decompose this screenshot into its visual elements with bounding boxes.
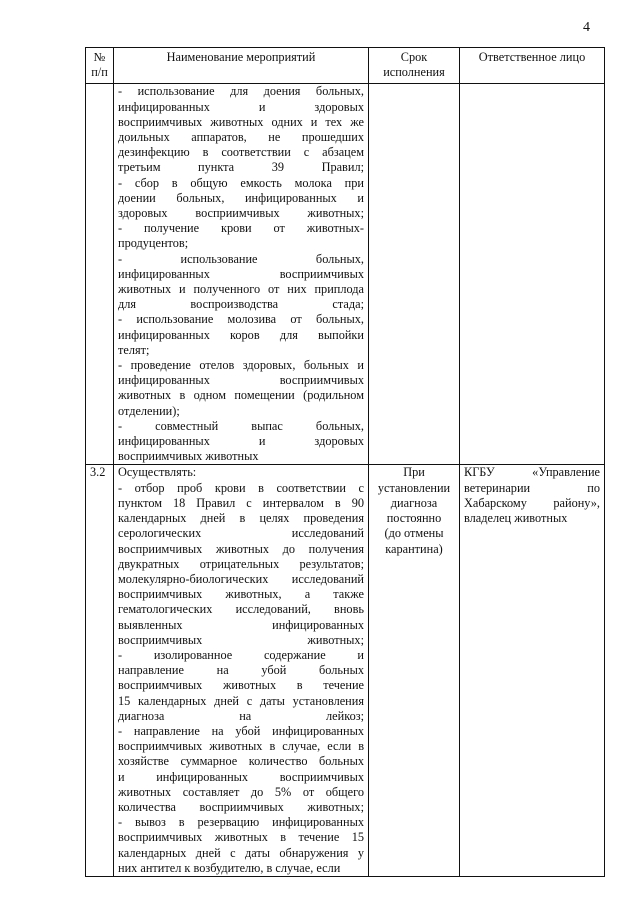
activity-text-line: - изолированное содержание и bbox=[118, 647, 364, 662]
activity-text-line: - использование для доения больных, bbox=[118, 84, 364, 99]
activity-text-line: здоровых восприимчивых животных; bbox=[118, 206, 364, 221]
table-row bbox=[86, 465, 605, 876]
page-number: 4 bbox=[583, 20, 590, 35]
header-term: Срок исполнения bbox=[369, 48, 460, 84]
activity-text-line: восприимчивых животных; bbox=[118, 632, 364, 647]
activity-text-line: восприимчивых животных до получения bbox=[118, 541, 364, 556]
activity-text-line: хозяйстве суммарное количество больных bbox=[118, 754, 364, 769]
activity-text-line: - вывоз в резервацию инфицированных bbox=[118, 815, 364, 830]
row-term bbox=[369, 465, 460, 876]
activity-text-line: инфицированных восприимчивых bbox=[118, 373, 364, 388]
responsible-text-line: ветеринарии по bbox=[464, 480, 600, 495]
activity-text-line: восприимчивых животных, а также bbox=[118, 587, 364, 602]
table-row bbox=[86, 84, 605, 465]
activity-text-line: Осуществлять: bbox=[118, 465, 197, 480]
activity-text-line: доильных аппаратов, не прошедших bbox=[118, 130, 364, 145]
activity-text-line: животных и полученного от них приплода bbox=[118, 282, 364, 297]
term-text-line: постоянно bbox=[386, 511, 442, 526]
activity-text-line: инфицированных и здоровых bbox=[118, 434, 364, 449]
header-activity: Наименование мероприятий bbox=[114, 48, 369, 84]
activity-text-line: календарных дней в целях проведения bbox=[118, 511, 364, 526]
activity-text-line: - сбор в общую емкость молока при bbox=[118, 175, 364, 190]
row-activity bbox=[114, 84, 369, 465]
activity-text-line: продуцентов; bbox=[118, 236, 189, 251]
activity-text-line: - отбор проб крови в соответствии с bbox=[118, 480, 364, 495]
activity-text-line: пунктом 18 Правил с интервалом в 90 bbox=[118, 495, 364, 510]
activity-text-line: - проведение отелов здоровых, больных и bbox=[118, 358, 364, 373]
activity-text-line: восприимчивых животных в течение 15 bbox=[118, 830, 364, 845]
activity-text-line: восприимчивых животных одних и тех же bbox=[118, 114, 364, 129]
activity-text-line: восприимчивых животных в течение bbox=[118, 678, 364, 693]
activity-text-line: выявленных инфицированных bbox=[118, 617, 364, 632]
table-header-row bbox=[86, 48, 605, 84]
activity-text-line: - направление на убой инфицированных bbox=[118, 723, 364, 738]
activity-text-line: доении больных, инфицированных и bbox=[118, 190, 364, 205]
row-activity bbox=[114, 465, 369, 876]
term-text-line: карантина) bbox=[385, 541, 443, 556]
activity-text-line: 15 календарных дней с даты установления bbox=[118, 693, 364, 708]
row-responsible bbox=[460, 84, 605, 465]
activity-text-line: для воспроизводства стада; bbox=[118, 297, 364, 312]
activity-text-line: третьим пункта 39 Правил; bbox=[118, 160, 364, 175]
activity-text-line: серологических исследований bbox=[118, 526, 364, 541]
activity-text-line: животных в одном помещении (родильном bbox=[118, 388, 364, 403]
activity-text-line: - использование больных, bbox=[118, 251, 364, 266]
responsible-text-line: КГБУ «Управление bbox=[464, 465, 600, 480]
activity-text-line: инфицированных и здоровых bbox=[118, 99, 364, 114]
activity-text-line: восприимчивых животных bbox=[118, 449, 259, 464]
header-responsible: Ответственное лицо bbox=[460, 48, 605, 84]
row-term bbox=[369, 84, 460, 465]
activity-text-line: них антител к возбудителю, в случае, если bbox=[118, 860, 341, 875]
activity-text-line: количества восприимчивых животных; bbox=[118, 799, 364, 814]
activity-text-line: отделении); bbox=[118, 403, 180, 418]
activity-text-line: инфицированных восприимчивых bbox=[118, 266, 364, 281]
activity-text-line: телят; bbox=[118, 342, 150, 357]
activity-text-line: диагноза на лейкоз; bbox=[118, 708, 364, 723]
activity-text-line: двукратных отрицательных результатов; bbox=[118, 556, 364, 571]
header-number: № п/п bbox=[86, 48, 114, 84]
activities-table bbox=[85, 47, 605, 877]
activity-text-line: молекулярно-биологических исследований bbox=[118, 571, 364, 586]
activity-text-line: - использование молозива от больных, bbox=[118, 312, 364, 327]
term-text-line: диагноза bbox=[390, 495, 438, 510]
responsible-text-line: владелец животных bbox=[464, 511, 568, 526]
activity-text-line: дезинфекцию в соответствии с абзацем bbox=[118, 145, 364, 160]
activity-text-line: - получение крови от животных- bbox=[118, 221, 364, 236]
activity-text-line: направление на убой больных bbox=[118, 663, 364, 678]
row-number bbox=[86, 84, 114, 465]
activity-text-line: восприимчивых животных в случае, если в bbox=[118, 739, 364, 754]
term-text-line: (до отмены bbox=[384, 526, 444, 541]
row-responsible bbox=[460, 465, 605, 876]
activity-text-line: календарных дней с даты обнаружения у bbox=[118, 845, 364, 860]
term-text-line: установлении bbox=[377, 480, 451, 495]
responsible-text-line: Хабарскому району», bbox=[464, 495, 600, 510]
activity-text-line: и инфицированных восприимчивых bbox=[118, 769, 364, 784]
activity-text-line: животных составляет до 5% от общего bbox=[118, 784, 364, 799]
activity-text-line: гематологических исследований, вновь bbox=[118, 602, 364, 617]
term-text-line: При bbox=[403, 465, 425, 480]
activity-text-line: - совместный выпас больных, bbox=[118, 418, 364, 433]
row-number: 3.2 bbox=[86, 465, 114, 876]
activity-text-line: инфицированных коров для выпойки bbox=[118, 327, 364, 342]
